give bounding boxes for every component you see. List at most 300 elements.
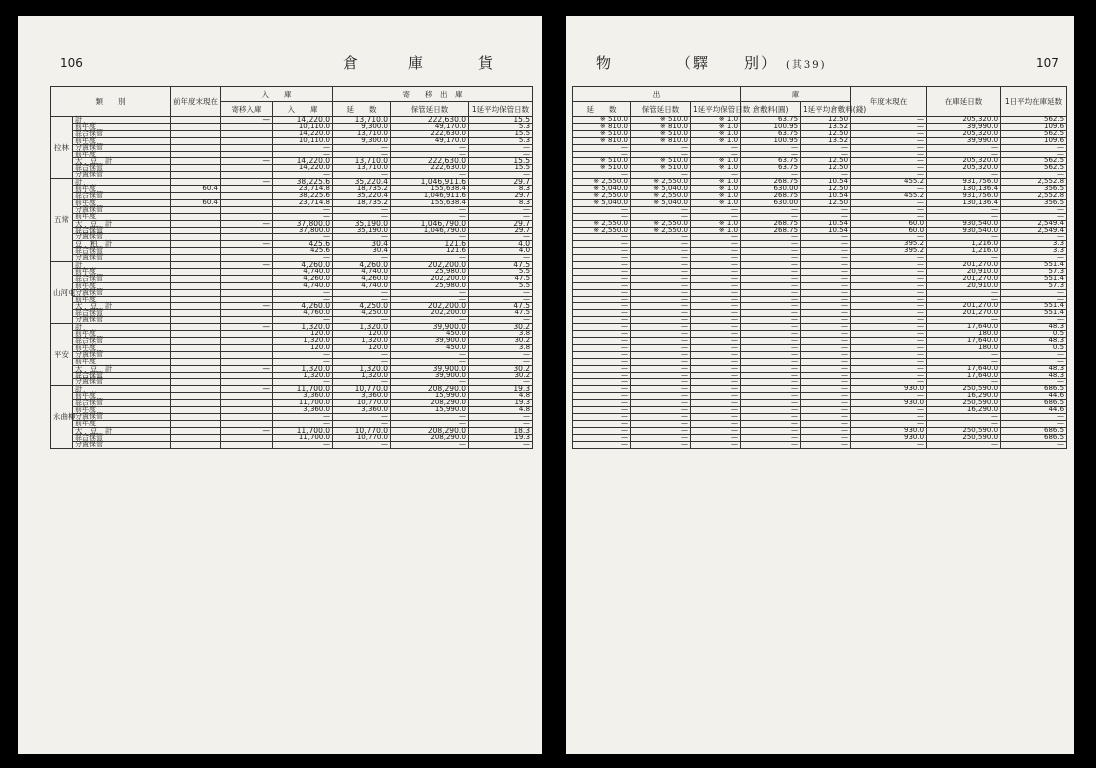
table-cell: 16,290.0 xyxy=(927,407,1001,414)
table-cell: 63.75 xyxy=(741,130,801,137)
cell-in: 425.6 xyxy=(273,241,333,248)
header-in-stock: 入 庫 xyxy=(273,102,333,117)
table-cell: 686.5 xyxy=(1001,400,1067,407)
table-cell: — xyxy=(691,262,741,269)
cell-transfer xyxy=(221,123,273,130)
cell-prev xyxy=(171,407,221,414)
cell-transfer xyxy=(221,338,273,345)
table-cell: 44.6 xyxy=(1001,393,1067,400)
cell-tons: 4,740.0 xyxy=(333,268,391,275)
cell-days: 208,290.0 xyxy=(391,427,469,434)
table-cell: 1,216.0 xyxy=(927,248,1001,255)
cell-avg: — xyxy=(469,420,533,427)
table-cell: 13.52 xyxy=(801,123,851,130)
table-cell: — xyxy=(927,206,1001,213)
table-cell: 201,270.0 xyxy=(927,275,1001,282)
cell-prev xyxy=(171,165,221,172)
cell-in: — xyxy=(273,296,333,303)
row-label: 大 豆 計 xyxy=(73,365,171,372)
table-cell: ※ 510.0 xyxy=(573,130,631,137)
table-cell: — xyxy=(573,344,631,351)
table-cell: — xyxy=(851,255,927,262)
cell-in: — xyxy=(273,317,333,324)
table-cell: — xyxy=(851,137,927,144)
table-cell: 100.95 xyxy=(741,123,801,130)
cell-in: 38,225.6 xyxy=(273,179,333,186)
cell-tons: 13,710.0 xyxy=(333,130,391,137)
table-cell: — xyxy=(741,248,801,255)
cell-prev xyxy=(171,220,221,227)
table-cell: — xyxy=(741,441,801,448)
table-cell: — xyxy=(927,413,1001,420)
table-cell: — xyxy=(631,427,691,434)
cell-avg: — xyxy=(469,351,533,358)
cell-avg: 8.3 xyxy=(469,186,533,193)
cell-tons: 1,320.0 xyxy=(333,324,391,331)
cell-avg: — xyxy=(469,296,533,303)
table-cell: — xyxy=(573,275,631,282)
cell-days: 155,638.4 xyxy=(391,199,469,206)
cell-days: 1,046,790.0 xyxy=(391,227,469,234)
table-cell: — xyxy=(851,393,927,400)
table-cell: 12.50 xyxy=(801,158,851,165)
cell-avg: 30.2 xyxy=(469,324,533,331)
cell-avg: 4.8 xyxy=(469,393,533,400)
table-cell: — xyxy=(573,144,631,151)
table-cell: 10.54 xyxy=(801,220,851,227)
cell-days: 1,046,911.6 xyxy=(391,179,469,186)
cell-days: — xyxy=(391,317,469,324)
table-cell: — xyxy=(741,172,801,179)
table-cell: — xyxy=(851,165,927,172)
cell-prev xyxy=(171,268,221,275)
cell-transfer xyxy=(221,227,273,234)
table-cell: 57.3 xyxy=(1001,268,1067,275)
row-label: 分置保管 xyxy=(73,234,171,241)
row-label: 混合保管 xyxy=(73,275,171,282)
table-cell: 17,640.0 xyxy=(927,324,1001,331)
table-cell: — xyxy=(851,372,927,379)
table-cell: — xyxy=(851,303,927,310)
table-cell: — xyxy=(573,248,631,255)
cell-avg: 4.8 xyxy=(469,407,533,414)
cell-days: 15,990.0 xyxy=(391,407,469,414)
table-cell: — xyxy=(691,172,741,179)
row-label: 計 xyxy=(73,262,171,269)
table-cell: — xyxy=(927,255,1001,262)
table-cell: — xyxy=(741,358,801,365)
table-cell: — xyxy=(691,372,741,379)
cell-tons: 4,740.0 xyxy=(333,282,391,289)
table-cell: 201,270.0 xyxy=(927,262,1001,269)
cell-tons: 35,220.4 xyxy=(333,192,391,199)
table-cell: — xyxy=(631,234,691,241)
cell-days: 202,200.0 xyxy=(391,310,469,317)
cell-days: 25,980.0 xyxy=(391,268,469,275)
table-cell: ※ 1.0 xyxy=(691,117,741,124)
table-cell: — xyxy=(851,344,927,351)
table-cell: ※ 2,550.0 xyxy=(573,179,631,186)
cell-in: — xyxy=(273,413,333,420)
header-stock-days: 在庫延日数 xyxy=(927,87,1001,117)
table-cell: — xyxy=(741,338,801,345)
table-cell: 12.50 xyxy=(801,130,851,137)
table-cell: — xyxy=(1001,172,1067,179)
table-cell: 562.5 xyxy=(1001,165,1067,172)
table-cell: — xyxy=(851,123,927,130)
table-cell: — xyxy=(573,255,631,262)
cell-tons: 18,735.2 xyxy=(333,186,391,193)
cell-in: — xyxy=(273,289,333,296)
cell-days: 15,990.0 xyxy=(391,393,469,400)
table-cell: — xyxy=(631,213,691,220)
cell-transfer xyxy=(221,344,273,351)
table-cell: 931,756.0 xyxy=(927,192,1001,199)
table-cell: — xyxy=(927,213,1001,220)
table-cell: — xyxy=(691,151,741,158)
cell-transfer xyxy=(221,407,273,414)
cell-avg: — xyxy=(469,172,533,179)
cell-prev xyxy=(171,427,221,434)
cell-in: 4,740.0 xyxy=(273,268,333,275)
row-label: 計 xyxy=(73,324,171,331)
table-cell: — xyxy=(851,317,927,324)
table-cell: — xyxy=(631,248,691,255)
cell-prev xyxy=(171,137,221,144)
cell-avg: — xyxy=(469,255,533,262)
table-cell: — xyxy=(801,317,851,324)
cell-tons: 120.0 xyxy=(333,344,391,351)
table-cell: — xyxy=(927,358,1001,365)
table-cell: — xyxy=(691,434,741,441)
cell-tons: 1,320.0 xyxy=(333,365,391,372)
table-cell: 16,290.0 xyxy=(927,393,1001,400)
cell-in: — xyxy=(273,351,333,358)
cell-days: — xyxy=(391,234,469,241)
table-cell: — xyxy=(573,365,631,372)
cell-tons: — xyxy=(333,213,391,220)
cell-avg: 29.7 xyxy=(469,227,533,234)
table-cell: 205,320.0 xyxy=(927,130,1001,137)
cell-tons: 3,360.0 xyxy=(333,393,391,400)
cell-tons: 10,770.0 xyxy=(333,400,391,407)
cell-prev xyxy=(171,420,221,427)
cell-avg: 47.5 xyxy=(469,310,533,317)
table-cell: — xyxy=(691,407,741,414)
cell-avg: — xyxy=(469,144,533,151)
left-data-table xyxy=(50,86,533,449)
cell-transfer xyxy=(221,268,273,275)
table-cell: — xyxy=(573,372,631,379)
table-cell: 268.75 xyxy=(741,192,801,199)
cell-avg: 30.2 xyxy=(469,338,533,345)
table-cell: 63.75 xyxy=(741,117,801,124)
table-cell: ※ 510.0 xyxy=(573,165,631,172)
cell-prev xyxy=(171,365,221,372)
table-cell: — xyxy=(691,144,741,151)
cell-avg: 3.8 xyxy=(469,331,533,338)
table-cell: ※ 810.0 xyxy=(573,123,631,130)
cell-days: 121.6 xyxy=(391,248,469,255)
table-cell: — xyxy=(801,303,851,310)
table-cell: 63.75 xyxy=(741,158,801,165)
table-cell: — xyxy=(927,296,1001,303)
cell-days: 39,900.0 xyxy=(391,324,469,331)
cell-avg: 5.3 xyxy=(469,137,533,144)
table-cell: 395.2 xyxy=(851,248,927,255)
cell-transfer xyxy=(221,165,273,172)
table-cell: — xyxy=(691,358,741,365)
table-cell: — xyxy=(691,427,741,434)
table-cell: — xyxy=(851,420,927,427)
table-cell: ※ 510.0 xyxy=(573,117,631,124)
row-label: 前年度 xyxy=(73,344,171,351)
cell-in: 38,225.6 xyxy=(273,192,333,199)
cell-days: — xyxy=(391,206,469,213)
header-warehouse-group: 庫 xyxy=(741,87,851,102)
cell-avg: 4.0 xyxy=(469,241,533,248)
table-cell: — xyxy=(631,331,691,338)
table-cell: — xyxy=(631,296,691,303)
cell-in: 10,110.0 xyxy=(273,123,333,130)
table-cell: — xyxy=(801,441,851,448)
table-cell: — xyxy=(1001,420,1067,427)
cell-prev xyxy=(171,262,221,269)
table-cell: — xyxy=(573,296,631,303)
cell-tons: 35,190.0 xyxy=(333,227,391,234)
cell-days: — xyxy=(391,379,469,386)
table-cell: — xyxy=(631,144,691,151)
row-label: 分置保管 xyxy=(73,289,171,296)
table-cell: ※ 1.0 xyxy=(691,179,741,186)
table-cell: — xyxy=(801,255,851,262)
cell-prev xyxy=(171,255,221,262)
table-cell: — xyxy=(573,303,631,310)
cell-transfer xyxy=(221,372,273,379)
table-cell: ※ 2,550.0 xyxy=(631,192,691,199)
table-cell: — xyxy=(691,275,741,282)
table-cell: — xyxy=(741,268,801,275)
cell-days: 222,630.0 xyxy=(391,158,469,165)
table-cell: 930,540.0 xyxy=(927,227,1001,234)
table-cell: — xyxy=(573,234,631,241)
cell-transfer: — xyxy=(221,158,273,165)
cell-prev xyxy=(171,379,221,386)
table-cell: — xyxy=(801,331,851,338)
table-cell: — xyxy=(631,310,691,317)
cell-in: — xyxy=(273,441,333,448)
table-cell: — xyxy=(801,358,851,365)
table-cell: — xyxy=(741,282,801,289)
cell-days: — xyxy=(391,296,469,303)
table-cell: — xyxy=(801,234,851,241)
table-cell: 48.3 xyxy=(1001,372,1067,379)
cell-days: 49,170.0 xyxy=(391,123,469,130)
cell-in: 11,700.0 xyxy=(273,434,333,441)
cell-in: — xyxy=(273,151,333,158)
row-label: 計 xyxy=(73,179,171,186)
table-cell: — xyxy=(631,241,691,248)
cell-transfer xyxy=(221,137,273,144)
cell-in: 37,800.0 xyxy=(273,220,333,227)
cell-in: 4,260.0 xyxy=(273,275,333,282)
table-row xyxy=(573,441,1067,448)
table-cell: ※ 810.0 xyxy=(573,137,631,144)
cell-avg: — xyxy=(469,234,533,241)
cell-prev xyxy=(171,434,221,441)
table-cell: — xyxy=(691,441,741,448)
table-cell: — xyxy=(631,303,691,310)
table-cell: — xyxy=(801,248,851,255)
table-cell: — xyxy=(691,338,741,345)
cell-prev: 60.4 xyxy=(171,199,221,206)
table-cell: — xyxy=(573,407,631,414)
table-cell: — xyxy=(631,172,691,179)
table-cell: 551.4 xyxy=(1001,310,1067,317)
table-cell: — xyxy=(801,151,851,158)
table-cell: — xyxy=(741,241,801,248)
row-label: 分置保管 xyxy=(73,206,171,213)
table-cell: — xyxy=(741,151,801,158)
cell-transfer xyxy=(221,206,273,213)
cell-tons: — xyxy=(333,206,391,213)
cell-prev xyxy=(171,400,221,407)
table-cell: 12.50 xyxy=(801,165,851,172)
cell-transfer xyxy=(221,413,273,420)
table-cell: — xyxy=(801,262,851,269)
title-char: 庫 xyxy=(408,54,426,72)
cell-transfer xyxy=(221,310,273,317)
table-cell: — xyxy=(631,317,691,324)
cell-avg: — xyxy=(469,413,533,420)
table-cell: — xyxy=(1001,255,1067,262)
table-cell: 100.95 xyxy=(741,137,801,144)
table-cell: ※ 5,040.0 xyxy=(631,186,691,193)
table-cell: 0.5 xyxy=(1001,331,1067,338)
header-out-group: 出 xyxy=(573,87,741,102)
cell-in: 120.0 xyxy=(273,344,333,351)
cell-avg: 19.3 xyxy=(469,434,533,441)
table-cell: 57.3 xyxy=(1001,282,1067,289)
cell-in: 3,360.0 xyxy=(273,393,333,400)
row-label: 分置保管 xyxy=(73,144,171,151)
cell-tons: — xyxy=(333,379,391,386)
station-name: 拉林 xyxy=(51,117,73,179)
table-cell: — xyxy=(573,331,631,338)
table-cell: — xyxy=(631,358,691,365)
table-cell: 562.5 xyxy=(1001,117,1067,124)
table-cell: 63.75 xyxy=(741,165,801,172)
table-cell: — xyxy=(851,338,927,345)
table-cell: — xyxy=(1001,206,1067,213)
table-cell: — xyxy=(573,427,631,434)
cell-transfer xyxy=(221,441,273,448)
row-label: 混合保管 xyxy=(73,434,171,441)
table-cell: — xyxy=(851,262,927,269)
table-cell: — xyxy=(927,172,1001,179)
table-cell: — xyxy=(927,289,1001,296)
cell-avg: 29.7 xyxy=(469,179,533,186)
table-cell: 201,270.0 xyxy=(927,310,1001,317)
cell-in: 120.0 xyxy=(273,331,333,338)
cell-avg: 19.3 xyxy=(469,400,533,407)
table-cell: — xyxy=(573,441,631,448)
table-cell: — xyxy=(631,338,691,345)
row-label: 前年度 xyxy=(73,407,171,414)
cell-transfer xyxy=(221,393,273,400)
cell-prev xyxy=(171,351,221,358)
cell-avg: — xyxy=(469,379,533,386)
table-cell: — xyxy=(801,289,851,296)
cell-transfer: — xyxy=(221,220,273,227)
cell-tons: — xyxy=(333,172,391,179)
table-cell: — xyxy=(631,372,691,379)
cell-in: — xyxy=(273,144,333,151)
cell-tons: — xyxy=(333,151,391,158)
cell-prev xyxy=(171,441,221,448)
table-cell: 12.50 xyxy=(801,186,851,193)
table-cell: 268.75 xyxy=(741,227,801,234)
table-cell: — xyxy=(851,117,927,124)
table-cell: — xyxy=(927,317,1001,324)
cell-days: 25,980.0 xyxy=(391,282,469,289)
cell-days: 208,290.0 xyxy=(391,386,469,393)
table-cell: — xyxy=(631,393,691,400)
table-cell: — xyxy=(631,379,691,386)
cell-in: 11,700.0 xyxy=(273,400,333,407)
cell-days: 1,046,911.6 xyxy=(391,192,469,199)
cell-days: 222,630.0 xyxy=(391,165,469,172)
header-storage-days: 保管延日数 xyxy=(631,102,691,117)
table-cell: — xyxy=(801,420,851,427)
row-label: 大 豆 計 xyxy=(73,220,171,227)
table-cell: 455.2 xyxy=(851,192,927,199)
table-cell: 2,549.4 xyxy=(1001,227,1067,234)
table-cell: — xyxy=(1001,317,1067,324)
cell-days: — xyxy=(391,413,469,420)
table-cell: — xyxy=(1001,351,1067,358)
cell-avg: 5.5 xyxy=(469,268,533,275)
table-cell: 17,640.0 xyxy=(927,372,1001,379)
row-label: 混合保管 xyxy=(73,192,171,199)
cell-avg: 15.5 xyxy=(469,130,533,137)
table-cell: 2,552.8 xyxy=(1001,192,1067,199)
cell-tons: 4,260.0 xyxy=(333,262,391,269)
table-cell: 180.0 xyxy=(927,331,1001,338)
table-cell: — xyxy=(741,234,801,241)
table-cell: 250,590.0 xyxy=(927,434,1001,441)
cell-tons: 3,360.0 xyxy=(333,407,391,414)
table-cell: 930,540.0 xyxy=(927,220,1001,227)
row-label: 前年度 xyxy=(73,151,171,158)
table-cell: — xyxy=(691,296,741,303)
table-cell: 10.54 xyxy=(801,192,851,199)
cell-transfer xyxy=(221,199,273,206)
header-daily-avg: 1日平均在庫延数 xyxy=(1001,87,1067,117)
cell-in: — xyxy=(273,206,333,213)
table-cell: 686.5 xyxy=(1001,434,1067,441)
header-fee: 倉敷料(圓) xyxy=(741,102,801,117)
cell-days: — xyxy=(391,289,469,296)
table-cell: — xyxy=(631,255,691,262)
table-cell: ※ 1.0 xyxy=(691,199,741,206)
table-cell: 686.5 xyxy=(1001,386,1067,393)
table-cell: — xyxy=(801,351,851,358)
cell-transfer xyxy=(221,248,273,255)
cell-tons: — xyxy=(333,317,391,324)
table-cell: 268.75 xyxy=(741,220,801,227)
row-label: 分置保管 xyxy=(73,441,171,448)
